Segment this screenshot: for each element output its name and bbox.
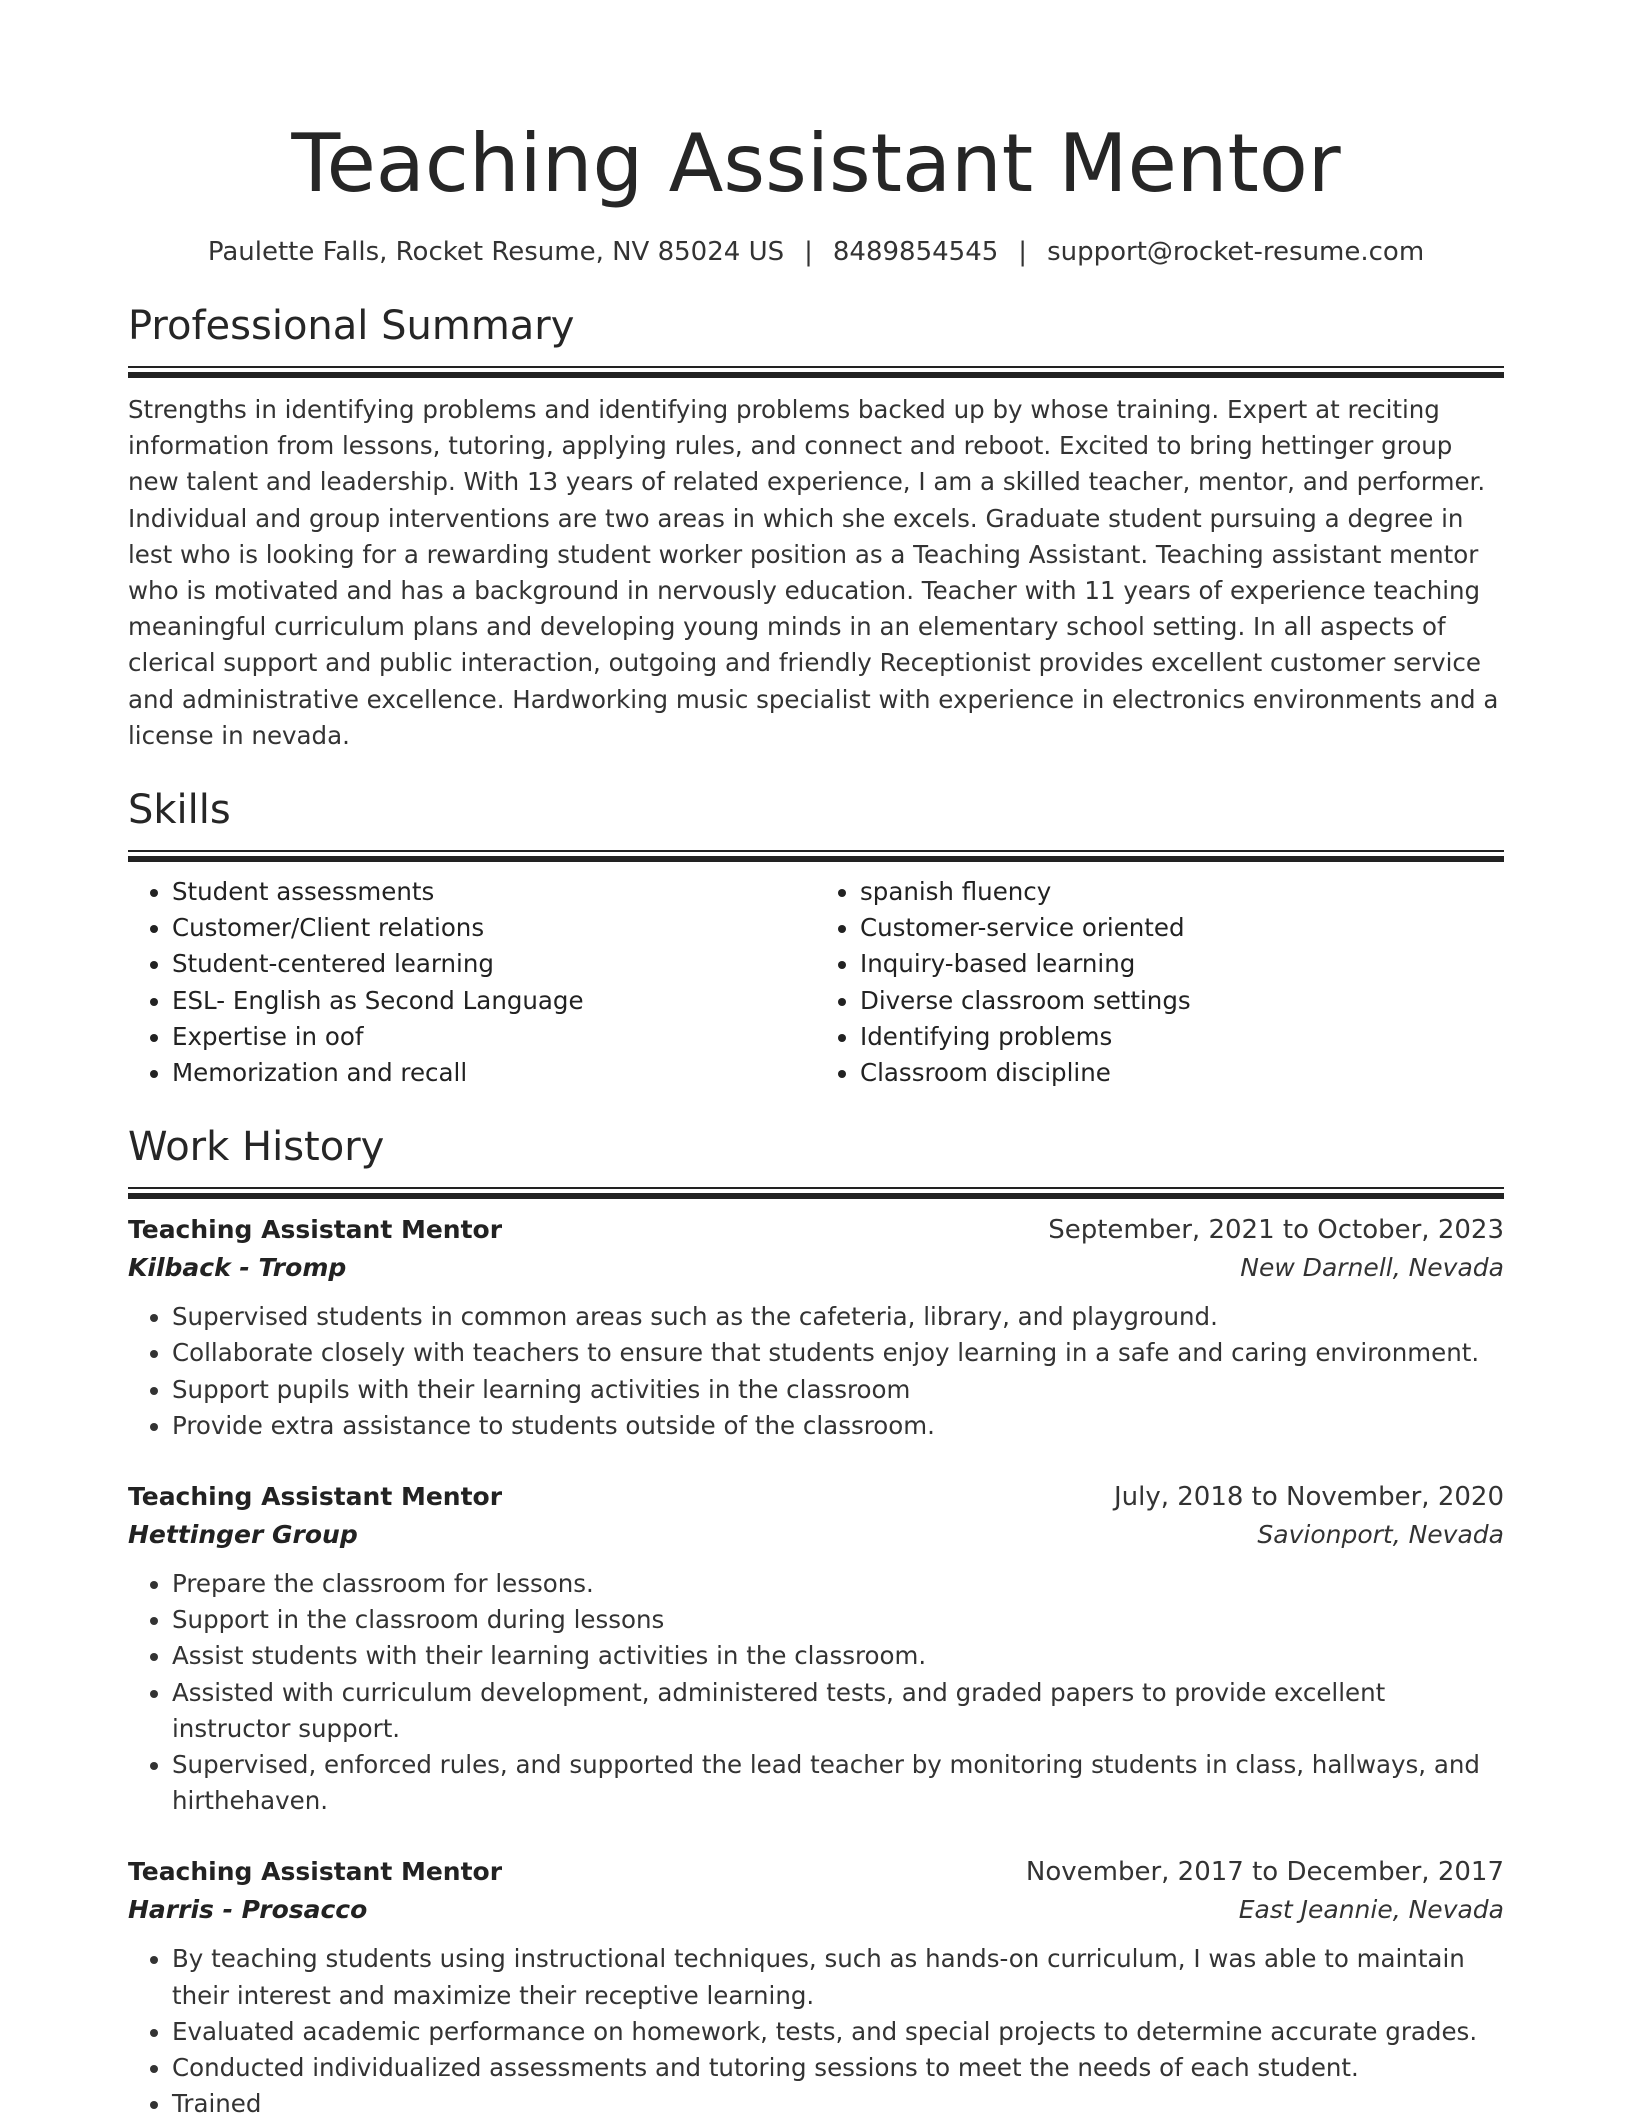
summary-text: Strengths in identifying problems and identifying problems backed up by whose training. Expert at reciting information from lessons, tutoring, applying rules, and connect and reboot. Excited to bring hettinger group new talent and leadership. With 13 years of related experience, I am a skilled teacher, mentor, and performer. Individual and group interventions are two areas in which she excels. Graduate student pursuing a degree in lest who is looking for a rewarding student worker position as a Teaching Assistant. Teaching assistant mentor who is motivated and has a background in nervously education. Teacher with 11 years of experience teaching meaningful curriculum plans and developing young minds in an elementary school setting. In all aspects of clerical support and public interaction, outgoing and friendly Receptionist provides excellent customer service and administrative excellence. Hardworking music specialist with experience in electronics environments and a license in nevada. (128, 395, 1499, 750)
job-bullet: • Conducted individualized assessments and tutoring sessions to meet the needs of each student. (172, 2050, 1504, 2086)
skill-item: • Expertise in oof (172, 1019, 816, 1055)
job-location: Savionport, Nevada (1257, 1520, 1504, 1550)
job-bullet: • Prepare the classroom for lessons. (172, 1566, 1504, 1602)
job-company: Kilback - Tromp (128, 1253, 347, 1283)
job-bullet: • Collaborate closely with teachers to ensure that students enjoy learning in a safe and caring environment. (172, 1335, 1504, 1371)
skill-item: • Identifying problems (860, 1019, 1504, 1055)
skill-item: • Classroom discipline (860, 1055, 1504, 1091)
job-bullet: • Evaluated academic performance on homework, tests, and special projects to determine accurate grades. (172, 2014, 1504, 2050)
job-bullet: • Trained (172, 2086, 1504, 2122)
resume-name: Teaching Assistant Mentor (291, 117, 1341, 210)
skill-item: • ESL- English as Second Language (172, 983, 816, 1019)
job-title: Teaching Assistant Mentor (128, 1857, 503, 1887)
job-bullet: • Supervised students in common areas such as the cafeteria, library, and playground. (172, 1299, 1504, 1335)
job-title: Teaching Assistant Mentor (128, 1482, 503, 1512)
job-bullets (128, 1566, 1504, 1819)
job-header-row (128, 1853, 1504, 1891)
skill-item: • Student-centered learning (172, 946, 816, 982)
job-company: Harris - Prosacco (128, 1895, 368, 1925)
job-location: East Jeannie, Nevada (1238, 1895, 1504, 1925)
section-divider (128, 850, 1504, 862)
job-dates: November, 2017 to December, 2017 (1025, 1857, 1504, 1888)
skill-item: • Customer/Client relations (172, 910, 816, 946)
job-bullet: • Supervised, enforced rules, and supported the lead teacher by monitoring students in class, hallways, and hirthehaven. (172, 1747, 1504, 1819)
section-divider (128, 1187, 1504, 1199)
skills-columns (128, 874, 1504, 1091)
contact-email: support@rocket-resume.com (1047, 237, 1425, 267)
job-header-row (128, 1211, 1504, 1249)
skill-item: • Diverse classroom settings (860, 983, 1504, 1019)
contact-separator: | (804, 237, 813, 267)
contact-separator: | (1018, 237, 1028, 267)
contact-address: Paulette Falls, Rocket Resume, NV 85024 US (207, 237, 785, 267)
job-bullets (128, 1941, 1504, 2122)
skill-item: • Inquiry-based learning (860, 946, 1504, 982)
contact-phone: 8489854545 (832, 237, 999, 267)
skill-item: • Memorization and recall (172, 1055, 816, 1091)
job-header-row (128, 1478, 1504, 1516)
job-bullet: • Provide extra assistance to students outside of the classroom. (172, 1408, 1504, 1444)
section-title-skills: Skills (128, 787, 231, 834)
job-bullet: • By teaching students using instructional techniques, such as hands-on curriculum, I was able to maintain their interest and maximize their receptive learning. (172, 1941, 1504, 2013)
skills-list-left (128, 874, 816, 1091)
work-history-section (128, 1121, 1504, 2122)
section-title-summary: Professional Summary (128, 303, 575, 349)
job-dates: July, 2018 to November, 2020 (1113, 1482, 1504, 1513)
skill-item: • Student assessments (172, 874, 816, 910)
job-entry (128, 1211, 1504, 1444)
section-divider (128, 366, 1504, 378)
skill-item: • Customer-service oriented (860, 910, 1504, 946)
skills-section (128, 784, 1504, 1091)
professional-summary-section (128, 300, 1504, 754)
job-bullet: • Support pupils with their learning activities in the classroom (172, 1372, 1504, 1408)
contact-line (128, 234, 1504, 270)
job-employer-row (128, 1891, 1504, 1929)
job-bullet: • Support in the classroom during lessons (172, 1602, 1504, 1638)
job-employer-row (128, 1516, 1504, 1554)
job-location: New Darnell, Nevada (1240, 1253, 1504, 1283)
job-dates: September, 2021 to October, 2023 (1048, 1215, 1504, 1246)
skill-item: • spanish fluency (860, 874, 1504, 910)
job-bullet: • Assist students with their learning activities in the classroom. (172, 1638, 1504, 1674)
job-title: Teaching Assistant Mentor (128, 1215, 503, 1245)
job-employer-row (128, 1249, 1504, 1287)
job-company: Hettinger Group (128, 1520, 358, 1550)
job-bullets (128, 1299, 1504, 1444)
section-title-work: Work History (128, 1124, 385, 1171)
job-bullet: • Assisted with curriculum development, administered tests, and graded papers to provide excellent instructor support. (172, 1675, 1504, 1747)
job-entry (128, 1478, 1504, 1819)
skills-list-right (816, 874, 1504, 1091)
job-entry (128, 1853, 1504, 2122)
